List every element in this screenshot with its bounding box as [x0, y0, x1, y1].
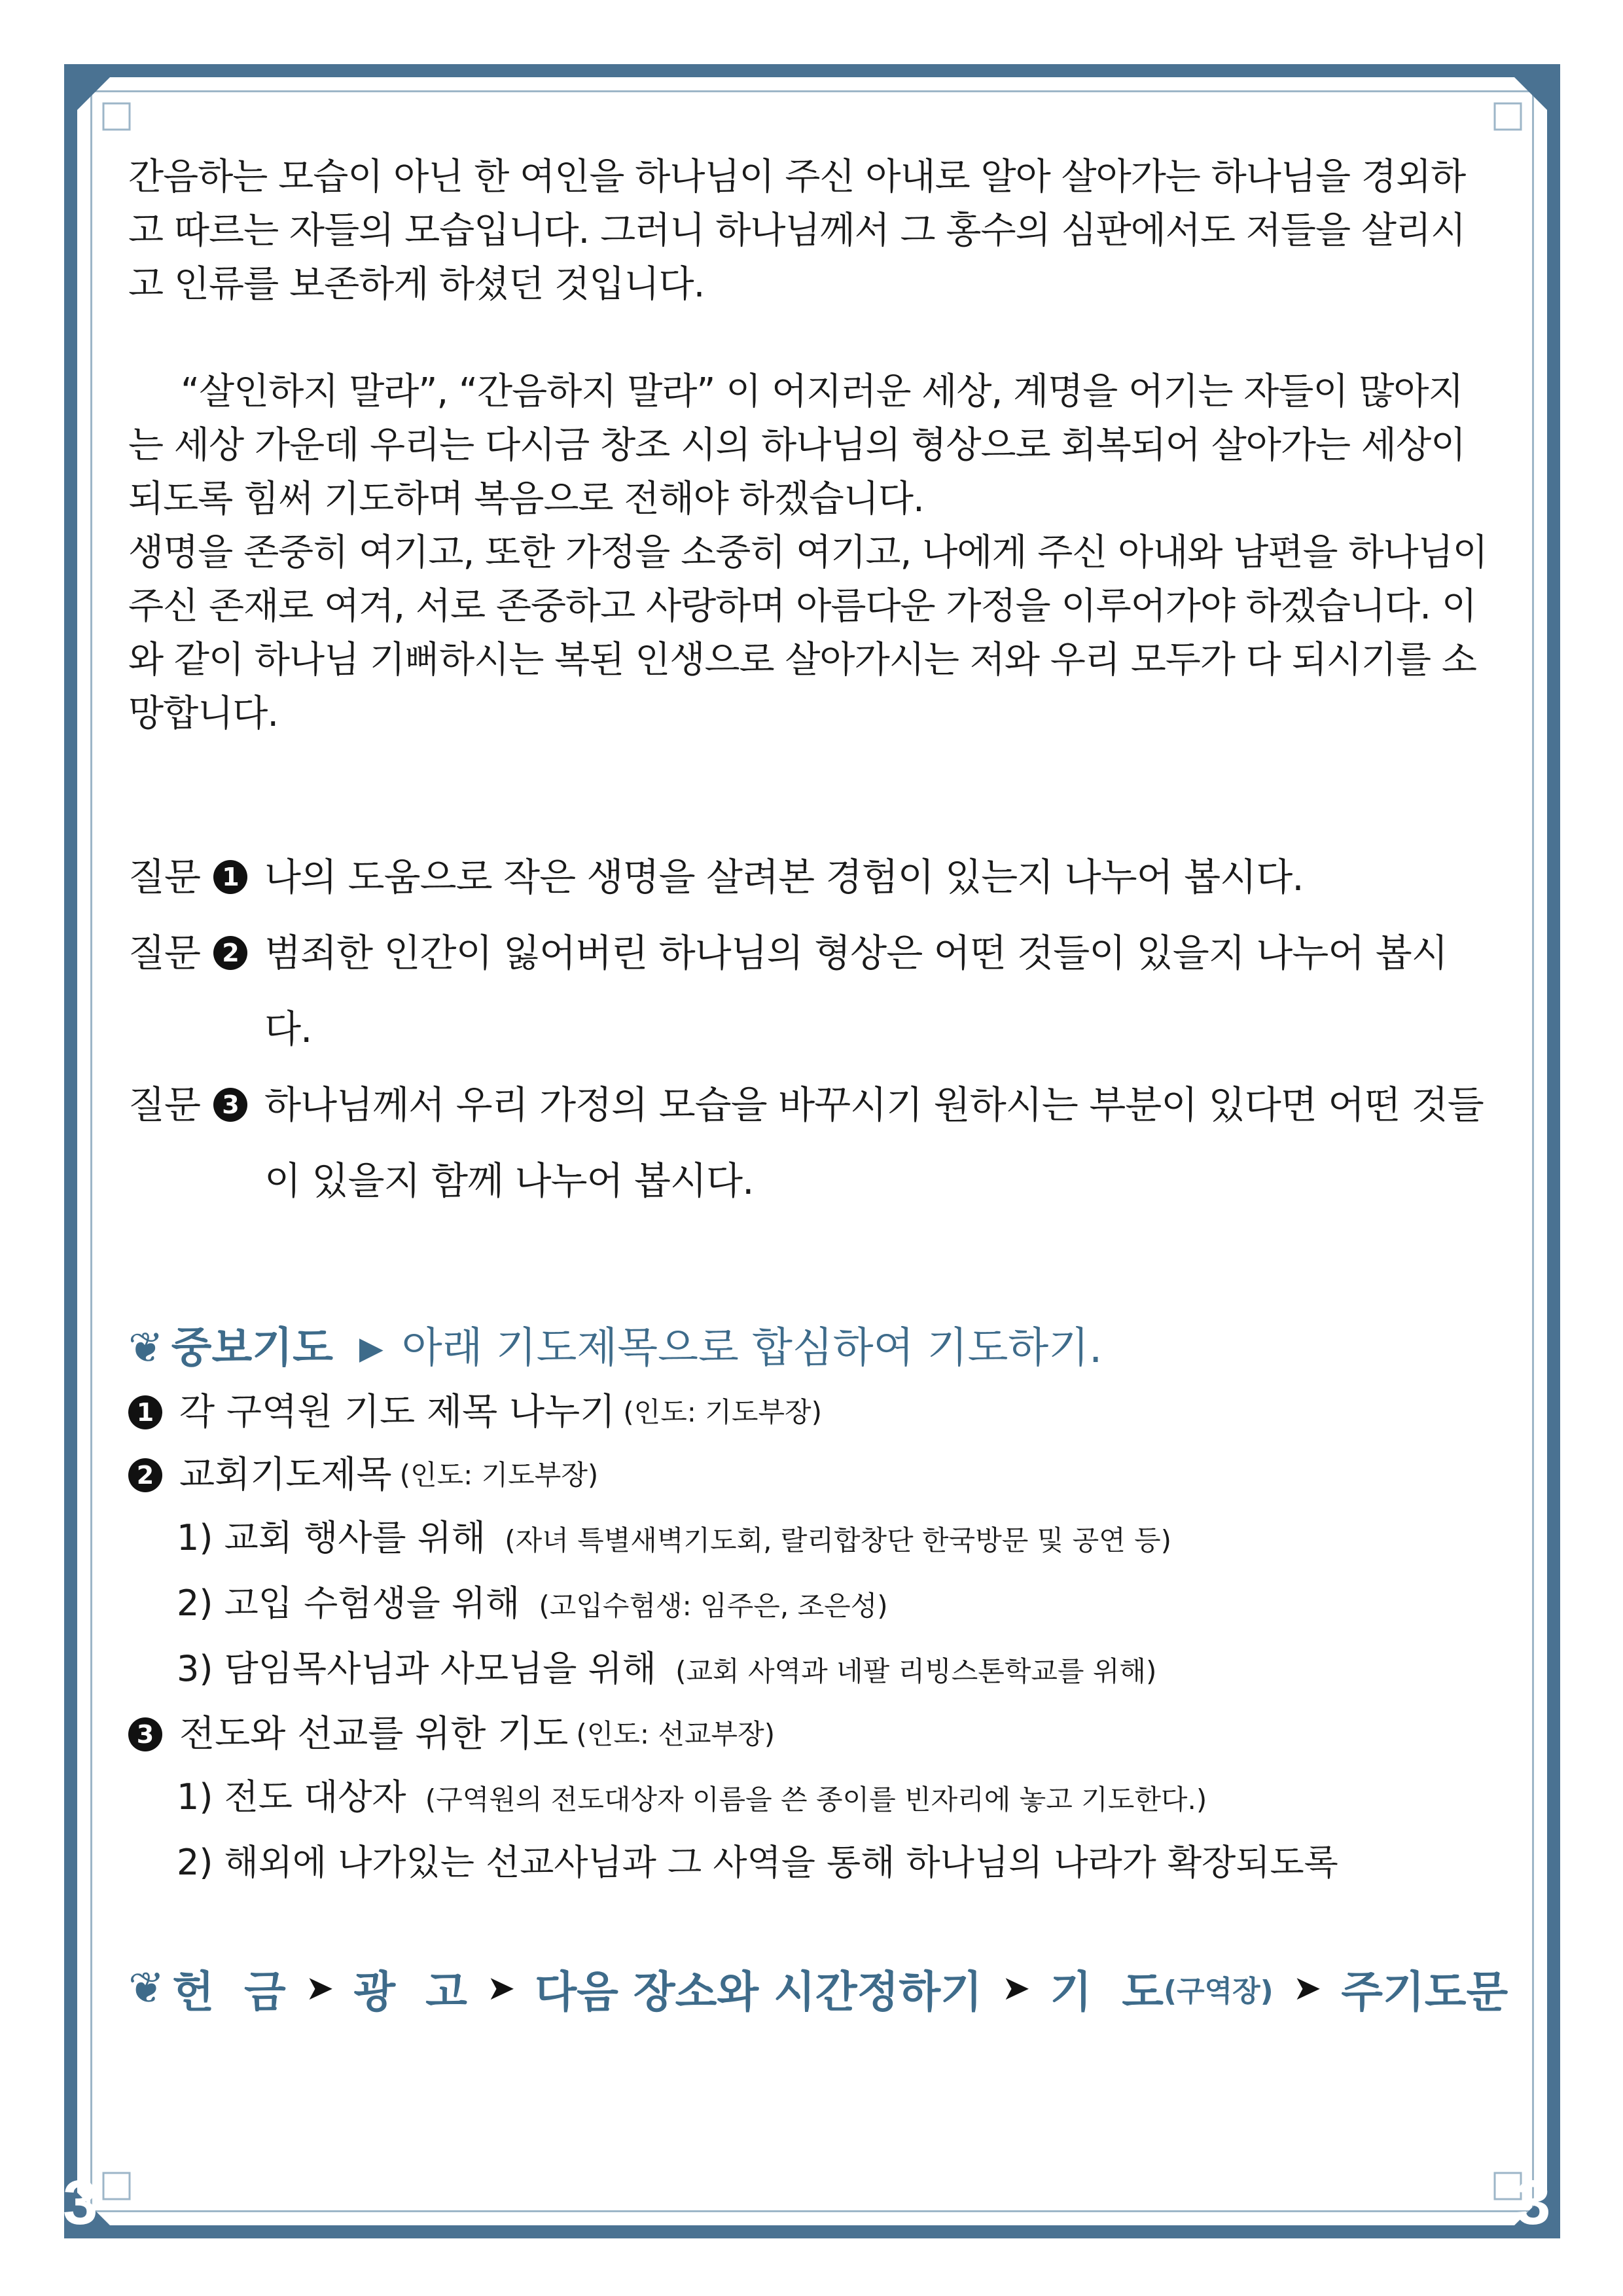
question-text: 범죄한 인간이 잃어버린 하나님의 형상은 어떤 것들이 있을지 나누어 봅시다. — [264, 931, 1448, 1051]
number-badge-icon: 3 — [213, 1088, 247, 1122]
arrow-right-icon: ➤ — [1001, 1968, 1031, 2008]
paragraph-2: “살인하지 말라”, “간음하지 말라” 이 어지러운 세상, 계명을 어기는 자들이 많아지는 세상 가운데 우리는 다시금 창조 시의 하나님의 형상으로 회복되어 살아가는 세상이 되도록 힘써 기도하며 복음으로 전해야 하겠습니다. — [128, 370, 1466, 520]
flower-icon: ❦ — [128, 1963, 165, 2013]
prayer-subitem — [128, 1638, 1489, 1703]
arrow-right-icon: ➤ — [305, 1968, 334, 2008]
prayer-subitem — [128, 1766, 1489, 1831]
question-text: 나의 도움으로 작은 생명을 살려본 경험이 있는지 나누어 봅시다. — [264, 855, 1304, 899]
subitem-note: (구역원의 전도대상자 이름을 쓴 종이를 빈자리에 놓고 기도한다.) — [425, 1784, 1207, 1816]
subitem-note: (고입수험생: 임주은, 조은성) — [539, 1590, 888, 1622]
subitem-text: 1) 교회 행사를 위해 — [177, 1517, 486, 1558]
subitem-text: 2) 해외에 나가있는 선교사님과 그 사역을 통해 하나님의 나라가 확장되도록 — [177, 1842, 1338, 1883]
flower-icon: ❦ — [128, 1324, 164, 1372]
step-lords-prayer: 주기도문 — [1341, 1967, 1508, 2017]
subitem-text: 2) 고입 수험생을 위해 — [177, 1583, 520, 1624]
step-prayer-note: (구역장) — [1163, 1974, 1274, 2008]
questions-section — [128, 839, 1489, 1219]
question-2 — [128, 915, 1489, 1067]
number-badge-icon: 1 — [213, 860, 247, 894]
play-arrow-icon: ▶ — [359, 1330, 383, 1367]
prayer-subitem — [128, 1507, 1489, 1572]
question-text: 하나님께서 우리 가정의 모습을 바꾸시기 원하시는 부분이 있다면 어떤 것들이 있을지 함께 나누어 봅시다. — [264, 1083, 1484, 1203]
prayer-instruction: 아래 기도제목으로 합심하여 기도하기. — [401, 1324, 1103, 1372]
corner-ornament-top-left — [64, 64, 136, 136]
paragraph-1: 간음하는 모습이 아닌 한 여인을 하나님이 주신 아내로 알아 살아가는 하나님을 경외하고 따르는 자들의 모습입니다. 그러니 하나님께서 그 홍수의 심판에서도 저들을 살리시고 인류를 보존하게 하셨던 것입니다. — [128, 156, 1466, 306]
step-prayer: 기 도 — [1050, 1967, 1164, 2017]
subitem-note: (교회 사역과 네팔 리빙스톤학교를 위해) — [675, 1655, 1157, 1687]
arrow-right-icon: ➤ — [486, 1968, 516, 2008]
step-schedule: 다음 장소와 시간정하기 — [535, 1967, 982, 2017]
number-badge-icon: 2 — [128, 1458, 162, 1492]
service-order-footer — [128, 1957, 1508, 2019]
subitem-note: (자녀 특별새벽기도회, 랄리합창단 한국방문 및 공연 등) — [505, 1524, 1172, 1556]
arrow-right-icon: ➤ — [1293, 1968, 1322, 2008]
prayer-item-text: 각 구역원 기도 제목 나누기 — [179, 1391, 616, 1433]
step-announcements: 광 고 — [353, 1967, 467, 2017]
prayer-item-note: (인도: 선교부장) — [576, 1718, 776, 1750]
prayer-subitem — [128, 1572, 1489, 1638]
subitem-text: 3) 담임목사님과 사모님을 위해 — [177, 1648, 656, 1689]
prayer-subitem — [128, 1831, 1489, 1894]
prayer-item-2 — [128, 1444, 1489, 1507]
subitem-text: 1) 전도 대상자 — [177, 1776, 406, 1818]
prayer-item-note: (인도: 기도부장) — [399, 1459, 599, 1491]
main-content — [128, 151, 1489, 1219]
prayer-item-3 — [128, 1703, 1489, 1766]
number-badge-icon: 3 — [128, 1717, 162, 1751]
question-3 — [128, 1067, 1489, 1219]
prayer-item-text: 교회기도제목 — [179, 1454, 392, 1496]
page-number-right: 3 — [1516, 2168, 1551, 2238]
page-number-left: 3 — [63, 2168, 98, 2238]
prayer-item-note: (인도: 기도부장) — [623, 1396, 822, 1428]
paragraph-3: 생명을 존중히 여기고, 또한 가정을 소중히 여기고, 나에게 주신 아내와 남편을 하나님이 주신 존재로 여겨, 서로 존중하고 사랑하며 아름다운 가정을 이루어가야 하겠습니다. 이와 같이 하나님 기뻐하시는 복된 인생으로 살아가시는 저와 우리 모두가 다 되시기를 소망합니다. — [128, 531, 1488, 735]
number-badge-icon: 2 — [213, 936, 247, 970]
question-label: 질문 — [128, 931, 201, 975]
corner-ornament-top-right — [1488, 64, 1560, 136]
question-label: 질문 — [128, 1083, 201, 1127]
prayer-item-1 — [128, 1381, 1489, 1444]
step-offering: 헌 금 — [172, 1967, 286, 2017]
question-1 — [128, 839, 1489, 915]
number-badge-icon: 1 — [128, 1395, 162, 1429]
prayer-item-text: 전도와 선교를 위한 기도 — [179, 1713, 569, 1755]
prayer-title: 중보기도 — [171, 1324, 333, 1372]
question-label: 질문 — [128, 855, 201, 899]
prayer-section — [128, 1316, 1489, 1894]
prayer-header — [128, 1316, 1489, 1381]
